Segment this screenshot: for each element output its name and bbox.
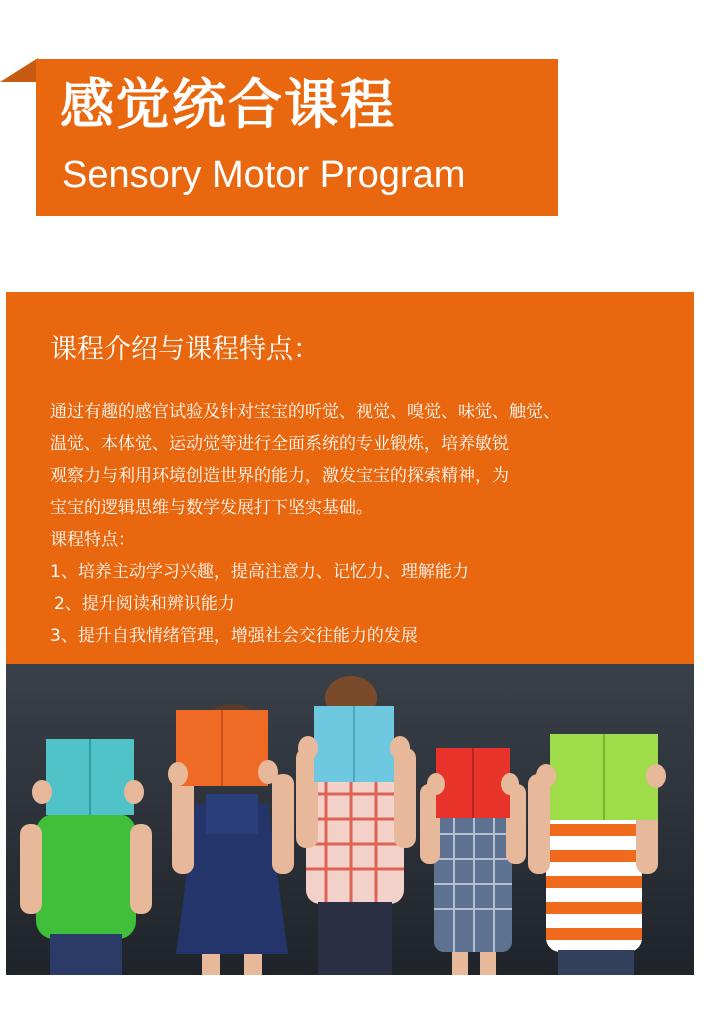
intro-line: 观察力与利用环境创造世界的能力，激发宝宝的探索精神，为 xyxy=(50,466,509,486)
children-reading-photo xyxy=(6,664,694,975)
features-title: 课程特点： xyxy=(50,530,135,550)
section-heading: 课程介绍与课程特点： xyxy=(50,334,320,365)
feature-item: 3、提升自我情绪管理，增强社会交往能力的发展 xyxy=(50,626,418,646)
children-reading-illustration xyxy=(6,664,694,975)
page-title: 感觉统合课程 xyxy=(60,73,396,136)
intro-line: 通过有趣的感官试验及针对宝宝的听觉、视觉、嗅觉、味觉、触觉、 xyxy=(50,402,560,422)
intro-line: 温觉、本体觉、运动觉等进行全面系统的专业锻炼，培养敏锐 xyxy=(50,434,509,454)
intro-paragraph xyxy=(50,396,680,524)
child-checked-dress xyxy=(420,748,526,975)
intro-line: 宝宝的逻辑思维与数学发展打下坚实基础。 xyxy=(50,498,373,518)
feature-item: 2、提升阅读和辨识能力 xyxy=(54,594,235,614)
page-subtitle: Sensory Motor Program xyxy=(62,154,466,196)
title-banner-fold xyxy=(0,58,38,82)
feature-item: 1、培养主动学习兴趣，提高注意力、记忆力、理解能力 xyxy=(50,562,469,582)
